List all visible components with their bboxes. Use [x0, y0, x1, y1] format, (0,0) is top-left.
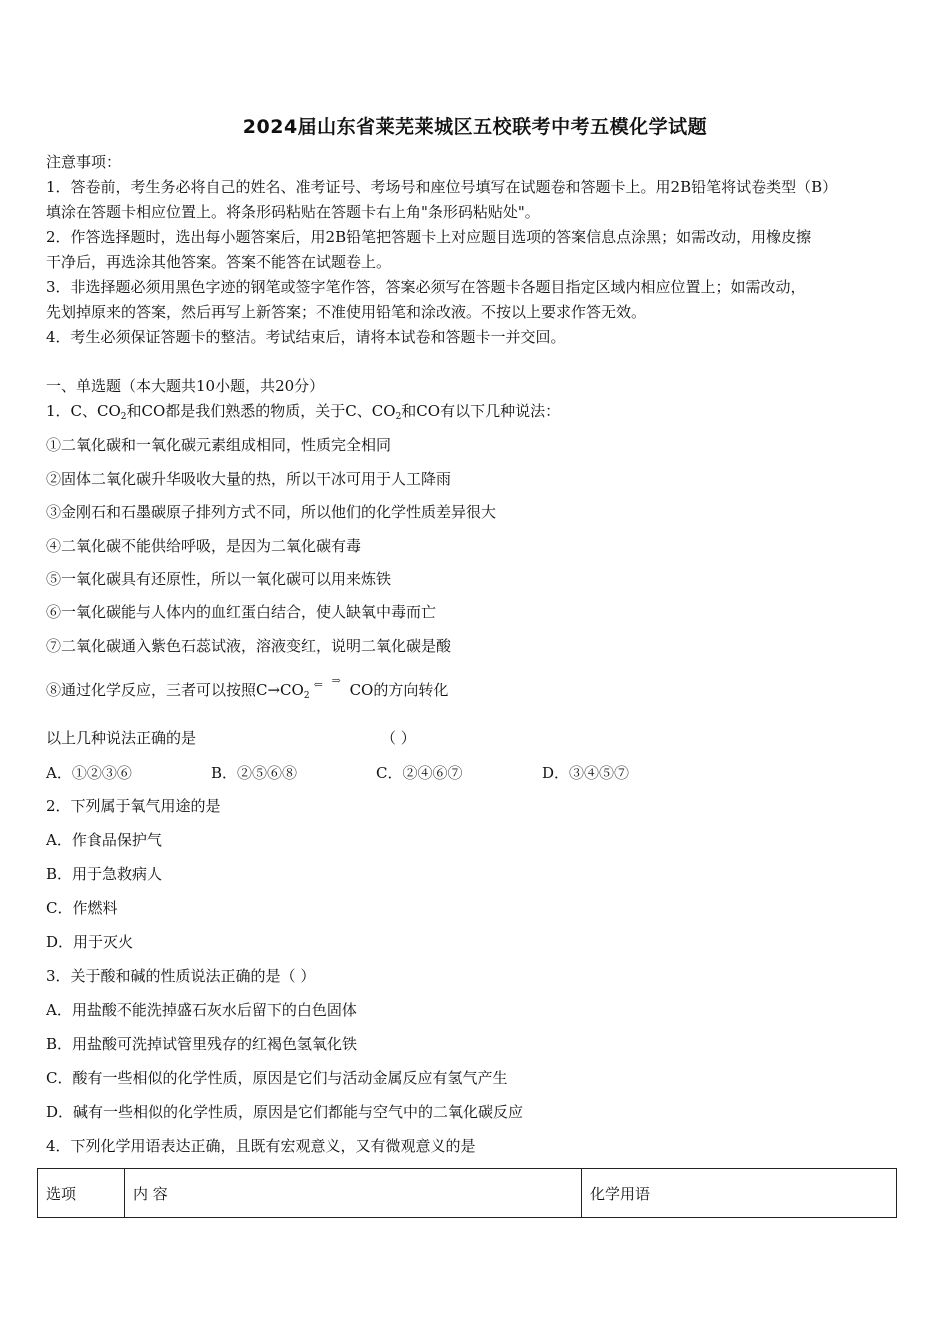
statement-item-8: ⑧通过化学反应，三者可以按照$C\to CO_2$ ⇐ ⇒ CO的方向转化: [46, 674, 449, 701]
question-4-table: [37, 1168, 897, 1218]
option-d[interactable]: D．③④⑤⑦: [542, 764, 630, 782]
statement-item: ④二氧化碳不能供给呼吸，是因为二氧化碳有毒: [46, 537, 362, 555]
statement-item: ⑤一氧化碳具有还原性，所以一氧化碳可以用来炼铁: [46, 570, 392, 588]
statement-item: ①二氧化碳和一氧化碳元素组成相同，性质完全相同: [46, 436, 392, 454]
statement-item: ⑦二氧化碳通入紫色石蕊试液，溶液变红，说明二氧化碳是酸: [46, 637, 452, 655]
notes-heading: 注意事项：: [46, 153, 122, 171]
table-header-cell: 化学用语: [582, 1169, 897, 1218]
question-4-stem: 4．下列化学用语表达正确，且既有宏观意义，又有微观意义的是: [46, 1137, 476, 1155]
option-b[interactable]: B．②⑤⑥⑧: [211, 764, 298, 782]
option-b[interactable]: B．用盐酸可洗掉试管里残存的红褐色氢氧化铁: [46, 1035, 358, 1053]
question-1-options: [46, 762, 906, 782]
option-d[interactable]: D．用于灭火: [46, 933, 134, 951]
option-c[interactable]: C．②④⑥⑦: [376, 764, 463, 782]
notes-line: 3．非选择题必须用黑色字迹的钢笔或签字笔作答，答案必须写在答题卡各题目指定区域内相应位置上；如需改动，: [46, 278, 806, 296]
section-heading: 一、单选题（本大题共10小题，共20分）: [46, 377, 325, 395]
question-1-stem: 1．C、$CO_2$和CO都是我们熟悉的物质，关于C、$CO_2$和CO有以下几种说法：: [46, 402, 561, 422]
notes-line: 填涂在答题卡相应位置上。将条形码粘贴在答题卡右上角"条形码粘贴处"。: [46, 203, 540, 221]
option-c[interactable]: C．作燃料: [46, 899, 118, 917]
notes-line: 4．考生必须保证答题卡的整洁。考试结束后，请将本试卷和答题卡一并交回。: [46, 328, 566, 346]
table-header-row: [38, 1169, 897, 1218]
page-title: 2024届山东省莱芜莱城区五校联考中考五模化学试题: [242, 116, 708, 138]
table-header-cell: 内 容: [125, 1169, 582, 1218]
option-d[interactable]: D．碱有一些相似的化学性质，原因是它们都能与空气中的二氧化碳反应: [46, 1103, 524, 1121]
notes-line: 1．答卷前，考生务必将自己的姓名、准考证号、考场号和座位号填写在试题卷和答题卡上。用2B铅笔将试卷类型（B）: [46, 178, 838, 196]
question-2-stem: 2．下列属于氧气用途的是: [46, 797, 221, 815]
option-b[interactable]: B．用于急救病人: [46, 865, 163, 883]
option-a[interactable]: A．①②③⑥: [46, 764, 132, 782]
option-c[interactable]: C．酸有一些相似的化学性质，原因是它们与活动金属反应有氢气产生: [46, 1069, 508, 1087]
equilibrium-arrow-icon: ⇐ ⇒: [313, 674, 341, 691]
table-header-cell: 选项: [38, 1169, 125, 1218]
statement-item: ③金刚石和石墨碳原子排列方式不同，所以他们的化学性质差异很大: [46, 503, 497, 521]
statement-item: ②固体二氧化碳升华吸收大量的热，所以干冰可用于人工降雨: [46, 470, 452, 488]
question-3-stem: 3．关于酸和碱的性质说法正确的是（ ）: [46, 967, 316, 985]
option-a[interactable]: A．用盐酸不能洗掉盛石灰水后留下的白色固体: [46, 1001, 357, 1019]
statement-item: ⑥一氧化碳能与人体内的血红蛋白结合，使人缺氧中毒而亡: [46, 603, 437, 621]
notes-line: 2．作答选择题时，选出每小题答案后，用2B铅笔把答题卡上对应题目选项的答案信息点涂黑；如需改动，用橡皮擦: [46, 228, 812, 246]
notes-line: 先划掉原来的答案，然后再写上新答案；不准使用铅笔和涂改液。不按以上要求作答无效。: [46, 303, 647, 321]
option-a[interactable]: A．作食品保护气: [46, 831, 162, 849]
question-1-ask: 以上几种说法正确的是 （ ）: [46, 729, 416, 747]
notes-line: 干净后，再选涂其他答案。答案不能答在试题卷上。: [46, 253, 392, 271]
